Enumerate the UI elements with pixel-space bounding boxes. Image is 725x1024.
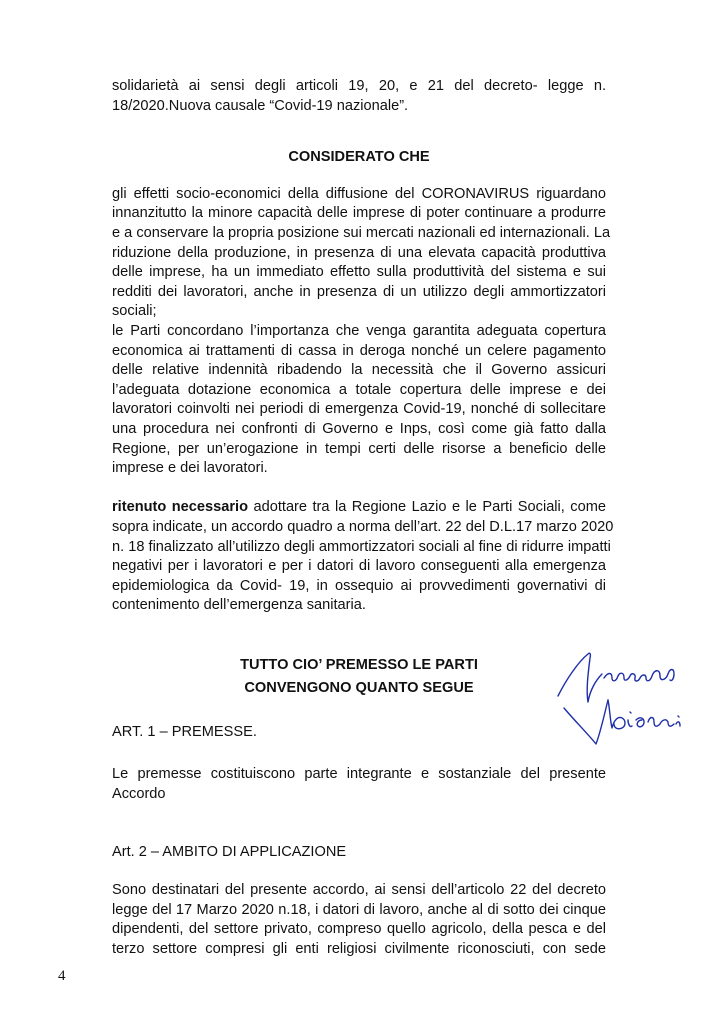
body-line: 18/2020.Nuova causale “Covid-19 nazionale”. (112, 98, 409, 114)
body-line: imprese e dei lavoratori. (112, 460, 268, 476)
body-line: innanzitutto la minore capacità delle imprese di poter continuare a produrre (112, 205, 606, 221)
bold-lead: ritenuto necessario (112, 499, 249, 515)
body-line: n. 18 finalizzato all’utilizzo degli ammortizzatori sociali al fine di ridurre impatti (112, 539, 611, 555)
body-line: Sono destinatari del presente accordo, ai sensi dell’articolo 22 del decreto (112, 882, 606, 898)
body-line: terzo settore compresi gli enti religiosi civilmente riconosciuti, con sede (112, 941, 606, 957)
body-line: l’adeguata dotazione economica a totale copertura delle imprese e dei (112, 382, 606, 398)
body-line: redditi dei lavoratori, anche in presenza di un utilizzo degli ammortizzatori (112, 284, 606, 300)
body-line: Le premesse costituiscono parte integrante e sostanziale del presente (112, 766, 606, 782)
body-line: sociali; (112, 303, 157, 319)
body-line: e a conservare la propria posizione sui mercati nazionali ed internazionali. La (112, 225, 611, 241)
body-line: epidemiologica da Covid- 19, in ossequio ai provvedimenti governativi di (112, 578, 606, 594)
body-line: le Parti concordano l’importanza che venga garantita adeguata copertura (112, 323, 606, 339)
body-line: negativi per i lavoratori e per i datori di lavoro conseguenti alla emergenza (112, 558, 606, 574)
body-line: una procedura nei confronti di Governo e Inps, così come già fatto dalla (112, 421, 606, 437)
body-line: solidarietà ai sensi degli articoli 19, 20, e 21 del decreto- legge n. (112, 78, 606, 94)
body-line: dipendenti, del settore privato, compreso quello agricolo, della pesca e del (112, 921, 606, 937)
body-line: delle relative indennità ribadendo la necessità che il Governo assicuri (112, 362, 606, 378)
page-number: 4 (58, 968, 66, 984)
body-line: delle imprese, ha un immediato effetto sulla produttività del sistema e sui (112, 264, 606, 280)
handwritten-signature (556, 650, 716, 750)
body-line: lavoratori coinvolti nei periodi di emergenza Covid-19, nonché di sollecitare (112, 401, 606, 417)
body-line: Accordo (112, 786, 166, 802)
article-heading: Art. 2 – AMBITO DI APPLICAZIONE (112, 844, 347, 860)
body-line: gli effetti socio-economici della diffusione del CORONAVIRUS riguardano (112, 186, 606, 202)
body-line: economica ai trattamenti di cassa in deroga nonché un celere pagamento (112, 343, 606, 359)
section-heading: CONSIDERATO CHE (288, 149, 430, 165)
body-line: contenimento dell’emergenza sanitaria. (112, 597, 366, 613)
body-line (112, 498, 606, 517)
article-heading: ART. 1 – PREMESSE. (112, 724, 257, 740)
section-heading: CONVENGONO QUANTO SEGUE (244, 680, 474, 696)
body-text: adottare tra la Regione Lazio e le Parti Sociali, come (248, 499, 606, 515)
body-line: riduzione della produzione, in presenza di una elevata capacità produttiva (112, 245, 606, 261)
section-heading: TUTTO CIO’ PREMESSO LE PARTI (240, 657, 478, 673)
body-line: legge del 17 Marzo 2020 n.18, i datori di lavoro, anche al di sotto dei cinque (112, 902, 606, 918)
body-line: sopra indicate, un accordo quadro a norma dell’art. 22 del D.L.17 marzo 2020 (112, 519, 614, 535)
body-line: Regione, per un’erogazione in tempi certi delle risorse a beneficio delle (112, 441, 606, 457)
